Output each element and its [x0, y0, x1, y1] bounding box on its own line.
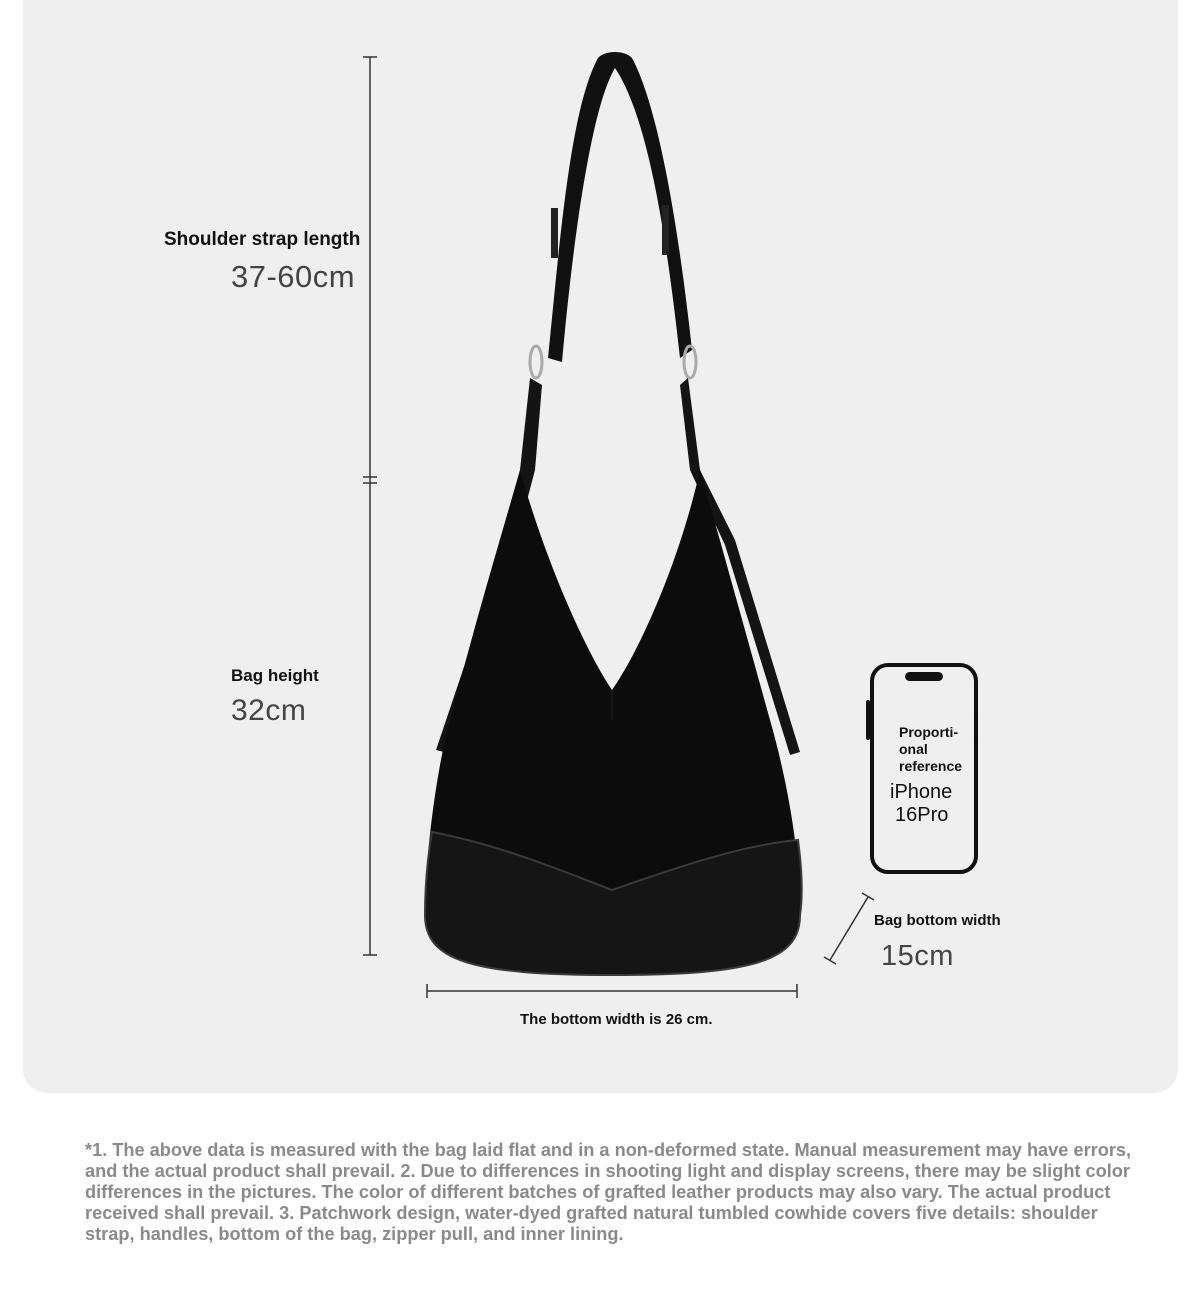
- phone-model-line2: 16Pro: [895, 804, 949, 826]
- shoulder-strap: [548, 52, 692, 362]
- bag-height-label: Bag height: [231, 666, 319, 685]
- phone-notch-icon: [905, 672, 943, 681]
- phone-side-button-left: [866, 700, 870, 740]
- bag-depth-value: 15cm: [881, 940, 954, 972]
- phone-reference-line1: Proporti-: [899, 724, 959, 740]
- phone-reference-line2: onal: [899, 741, 928, 757]
- bag-depth-label: Bag bottom width: [874, 912, 1001, 929]
- phone-side-button-right: [974, 718, 978, 742]
- buckle-left-icon: [530, 346, 542, 378]
- depth-dimension-line: [824, 893, 874, 964]
- phone-reference-line3: reference: [899, 758, 963, 774]
- strap-length-value: 37-60cm: [231, 259, 356, 294]
- strap-adjuster-left: [551, 208, 558, 258]
- measurement-footnote: *1. The above data is measured with the bag laid flat and in a non-deformed state. Manual measurement may have errors, and the actual product shall prevail. 2. Due to differences in shooting light and display screens, there may be slight color differences in the pictures. The color of different batches of grafted leather products may also vary. The actual product received shall prevail. 3. Patchwork design, water-dyed grafted natural tumbled cowhide covers five details: shoulder strap, handles, bottom of the bag, zipper pull, and inner lining.: [85, 1140, 1132, 1244]
- bag-height-value: 32cm: [231, 694, 307, 727]
- strap-adjuster-right: [662, 205, 669, 255]
- strap-length-label: Shoulder strap length: [164, 229, 361, 250]
- bottom-width-dimension-line: [427, 984, 797, 998]
- bottom-width-caption: The bottom width is 26 cm.: [520, 1011, 713, 1028]
- height-dimension-line: [363, 57, 377, 955]
- phone-model-line1: iPhone: [890, 781, 953, 803]
